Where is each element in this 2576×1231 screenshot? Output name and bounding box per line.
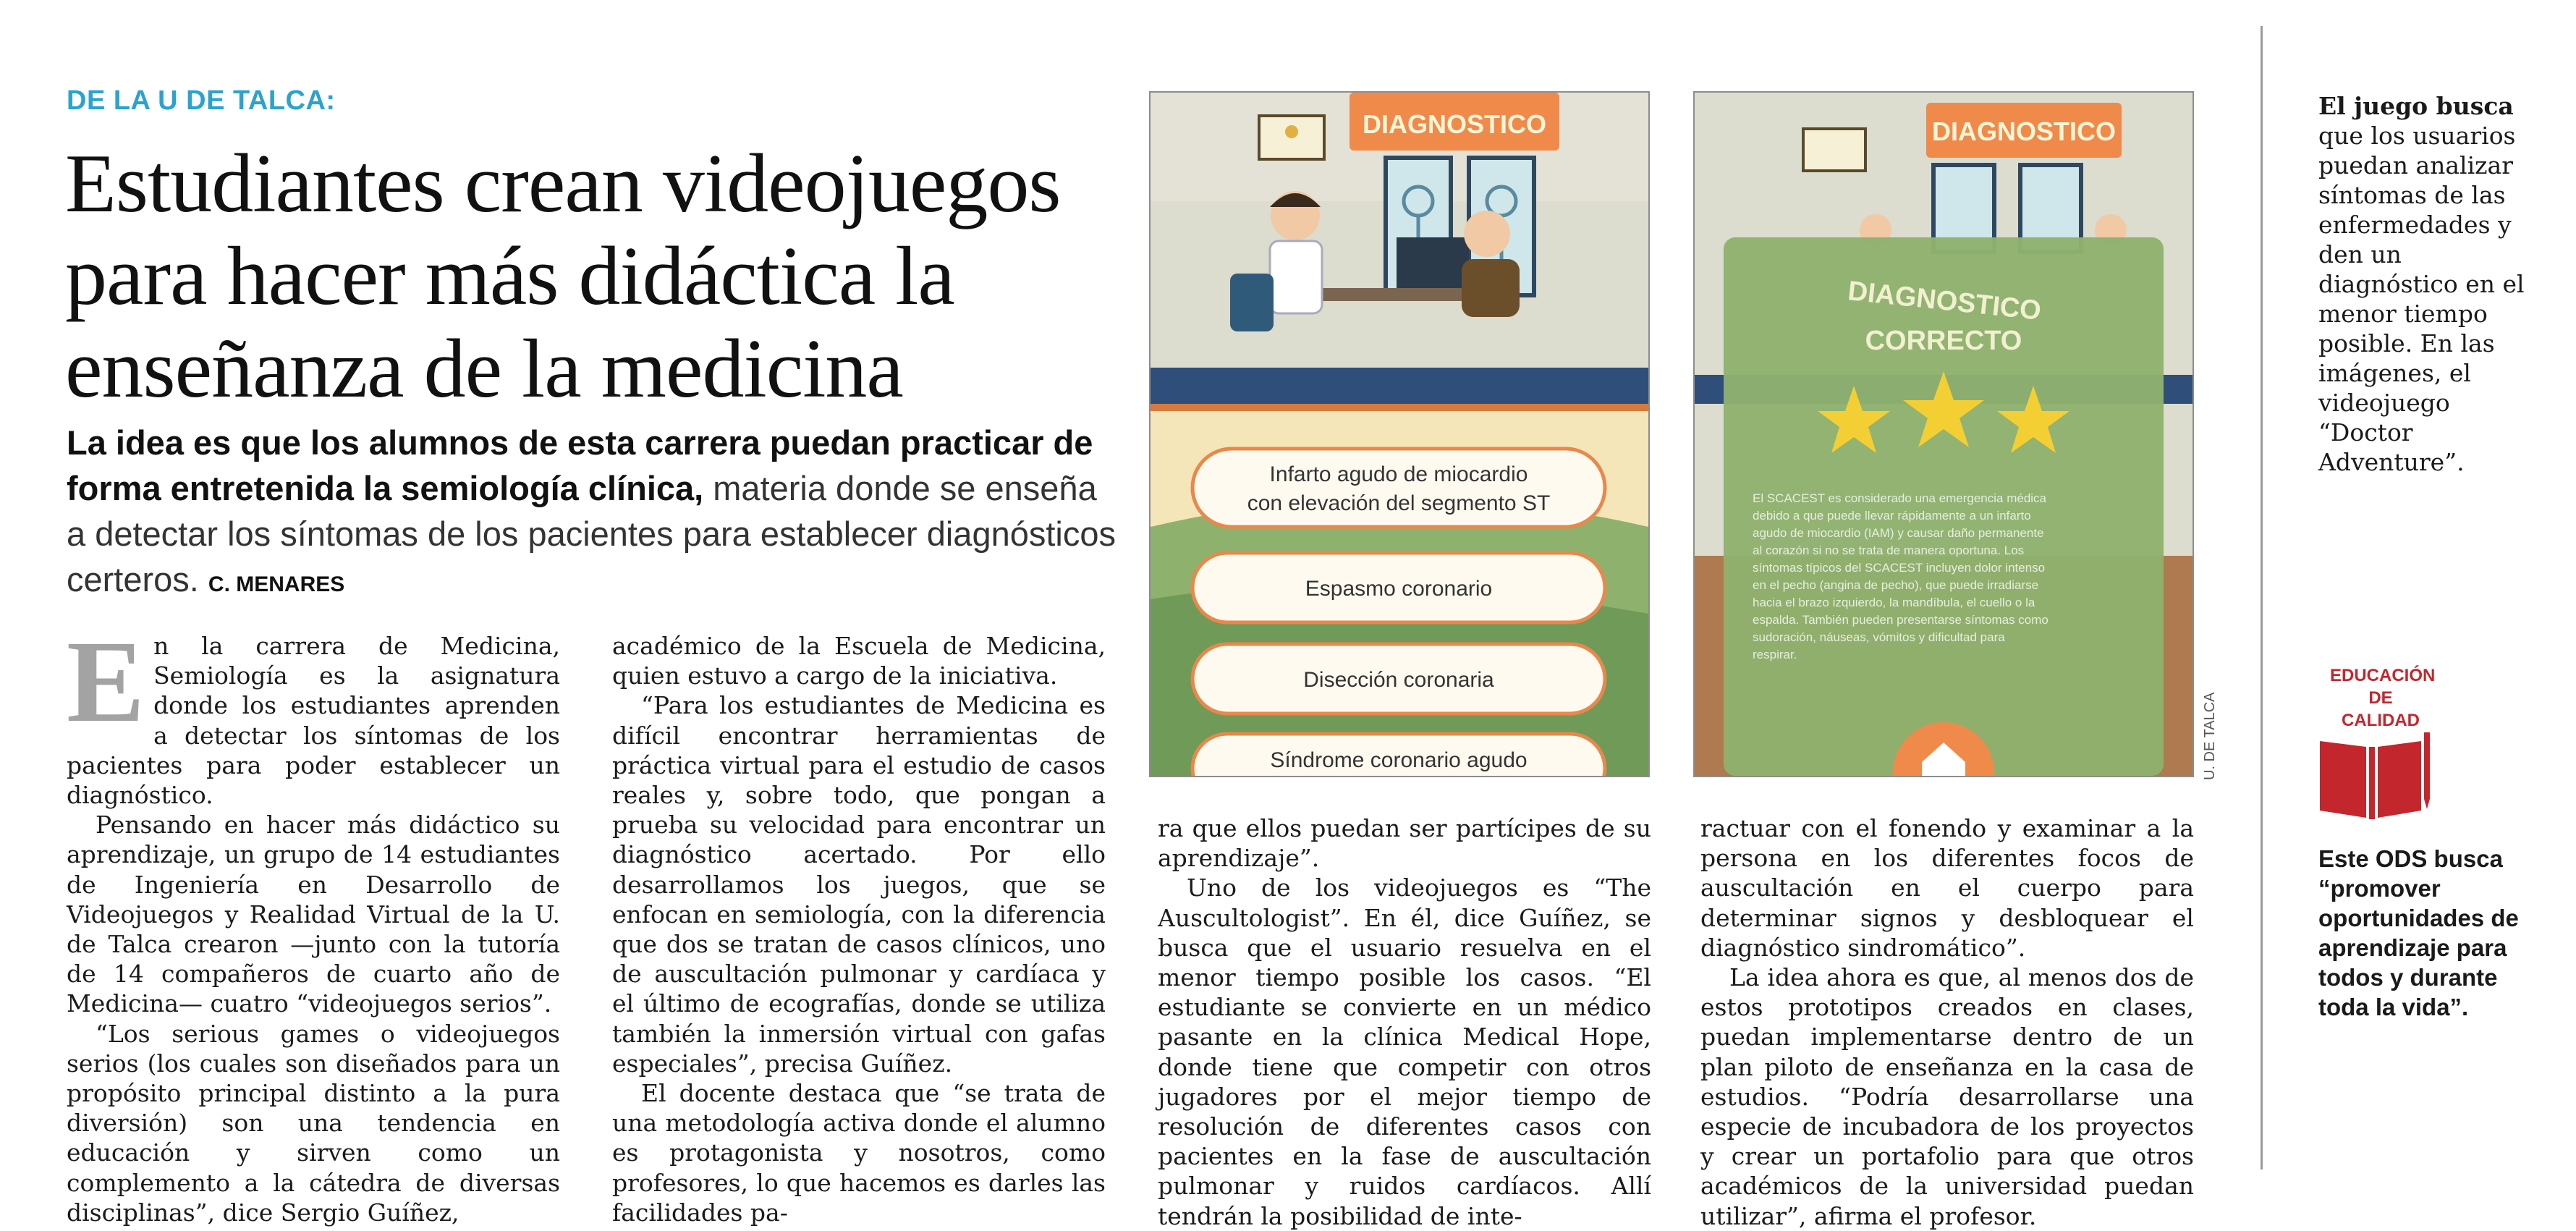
- result-paragraph-line: síntomas típicos del SCACEST incluyen dolor intenso: [1753, 561, 2046, 575]
- answer-option[interactable]: [1192, 449, 1605, 527]
- framed-certificate: [1803, 129, 1865, 171]
- caption-text: que los usuarios puedan analizar síntomas de las enfermedades y den un diagnóstico en el menor tiempo posible. En las imágenes, el videojuego “Doctor Adventure”.: [2318, 122, 2525, 476]
- chair: [1230, 274, 1274, 331]
- caption-lead: El juego busca: [2318, 92, 2514, 120]
- banner-text: DIAGNOSTICO: [1362, 109, 1547, 139]
- paragraph: “Para los estudiantes de Medicina es difícil encontrar herramientas de práctica virtual para el estudio de casos reales y, sobre todo, que pongan a prueba su velocidad para encontrar un diagnóstico acertado. Por ello desarrollamos los juegos, que se enfocan en semiología, con la diferencia que dos se tratan de casos clínicos, uno de auscultación pulmonar y cardíaca y el último de ecografías, donde se utiliza también la inmersión virtual con gafas especiales”, precisa Guíñez.: [612, 691, 1106, 1078]
- paragraph: La idea ahora es que, al menos dos de estos prototipos creados en clases, puedan implementarse dentro de un plan piloto de enseñanza en la casa de estudios. “Podría desarrollarse una especie de incubadora de los proyectos y crear un portafolio para que otros académicos de la universidad puedan utilizar”, afirma el profesor.: [1700, 963, 2194, 1230]
- section-kicker: DE LA U DE TALCA:: [67, 85, 336, 116]
- paragraph: [67, 617, 560, 810]
- result-paragraph-line: agudo de miocardio (IAM) y causar daño permanente: [1753, 526, 2044, 540]
- banner-text: DIAGNOSTICO: [1931, 117, 2117, 146]
- paragraph: El docente destaca que “se trata de una metodología activa donde el alumno es protagonista y nosotros, como profesores, lo que hacemos es darles las facilidades pa-: [612, 1079, 1106, 1227]
- sidebar-divider: [2261, 26, 2263, 1169]
- patient-head: [1464, 211, 1510, 257]
- result-panel: [1724, 237, 2164, 776]
- headline-line: Estudiantes crean videojuegos: [65, 138, 1061, 230]
- headline-line: enseñanza de la medicina: [65, 323, 903, 415]
- result-paragraph-line: sudoración, náuseas, vómitos y dificultad para: [1753, 630, 2005, 644]
- result-paragraph-line: debido a que puede llevar rápidamente a un infarto: [1753, 509, 2031, 523]
- paragraph: ra que ellos puedan ser partícipes de su aprendizaje”.: [1158, 814, 1651, 873]
- article-column-2: [612, 631, 1106, 1227]
- answer-option[interactable]: [1192, 734, 1605, 776]
- answer-label: con elevación del segmento ST: [1247, 491, 1551, 515]
- result-paragraph-line: El SCACEST es considerado una emergencia médica: [1753, 491, 2047, 505]
- deck-text: materia donde se enseña a detectar los síntomas de los pacientes para establecer diagnósticos certeros.: [67, 469, 1117, 598]
- headline-line: para hacer más didáctica la: [65, 230, 954, 323]
- deck-bold: La idea es que los alumnos de esta carrera puedan practicar de forma entretenida la semiología clínica,: [67, 423, 1093, 507]
- patient-shirt: [1462, 259, 1520, 317]
- doctor-coat: [1270, 241, 1322, 313]
- drop-cap: E: [67, 617, 145, 747]
- byline: C. MENARES: [208, 572, 345, 596]
- answer-option[interactable]: [1192, 644, 1605, 714]
- paragraph: “Los serious games o videojuegos serios (los cuales son diseñados para un propósito principal distinto a la pura diversión) son una tendencia en educación y sirven como un complemento a la cátedra de diversas disciplinas”, dice Sergio Guíñez,: [67, 1019, 560, 1227]
- game-scene-1: [1151, 93, 1648, 776]
- ods-title: EDUCACIÓN DE CALIDAD: [2330, 666, 2436, 730]
- answer-label: Infarto agudo de miocardio: [1269, 462, 1528, 486]
- result-paragraph-line: hacia el brazo izquierdo, la mandíbula, el cuello o la: [1753, 596, 2035, 609]
- paragraph-text: n la carrera de Medicina, Semiología es la asignatura donde los estudiantes aprenden a detectar los síntomas de los pacientes para poder establecer un diagnóstico.: [67, 632, 560, 810]
- article-column-1: [67, 617, 560, 1227]
- article-column-3: [1158, 813, 1651, 1230]
- game-scene-2: [1695, 93, 2192, 776]
- result-paragraph-line: al corazón si no se trata de manera oportuna. Los: [1753, 543, 2025, 557]
- article-column-4: [1700, 813, 2194, 1230]
- answer-label: Síndrome coronario agudo: [1270, 748, 1528, 772]
- answer-label: Disección coronaria: [1303, 668, 1494, 692]
- answer-option[interactable]: [1192, 553, 1605, 622]
- game-screenshot-result: [1693, 91, 2194, 777]
- paragraph: Uno de los videojuegos es “The Auscultologist”. En él, dice Guíñez, se busca que el usuario resuelva en el menor tiempo posible los casos. “El estudiante se convierte en un médico pasante en la clínica Medical Hope, donde tiene que competir con otros jugadores por el mejor tiempo de resolución de diferentes casos con pacientes en la fase de auscultación pulmonar y ruidos cardíacos. Allí tendrán la posibilidad de inte-: [1158, 873, 1651, 1230]
- paragraph: académico de la Escuela de Medicina, quien estuvo a cargo de la iniciativa.: [612, 632, 1106, 690]
- photo-credit: U. DE TALCA: [2202, 692, 2218, 780]
- game-screenshot-diagnosis: [1149, 91, 1650, 777]
- paragraph: ractuar con el fonendo y examinar a la persona en los diferentes focos de auscultación en el cuerpo para determinar signos y desbloquear el diagnóstico sindromático”.: [1700, 814, 2194, 962]
- result-title: DIAGNOSTICO: [1846, 276, 2043, 326]
- paragraph: Pensando en hacer más didáctico su aprendizaje, un grupo de 14 estudiantes de Ingeniería en Desarrollo de Videojuegos y Realidad Virtual de la U. de Talca crearon —junto con la tutoría de 14 compañeros de cuarto año de Medicina— cuatro “videojuegos serios”.: [67, 811, 560, 1018]
- headline: [65, 138, 1151, 415]
- monitor: [1397, 237, 1469, 288]
- book-pencil-icon: [2316, 731, 2431, 821]
- answer-label: Espasmo coronario: [1305, 577, 1493, 601]
- result-subtitle: CORRECTO: [1865, 326, 2022, 356]
- image-caption: [2318, 91, 2528, 477]
- result-paragraph-line: espalda. También pueden presentarse síntomas como: [1753, 613, 2048, 627]
- result-paragraph-line: en el pecho (angina de pecho), que puede irradiarse: [1753, 578, 2039, 592]
- article-deck: [67, 420, 1123, 607]
- result-paragraph-line: respirar.: [1753, 648, 1797, 661]
- ods-description: Este ODS busca “promover oportunidades de aprendizaje para todos y durante toda la vida”.: [2318, 845, 2519, 1020]
